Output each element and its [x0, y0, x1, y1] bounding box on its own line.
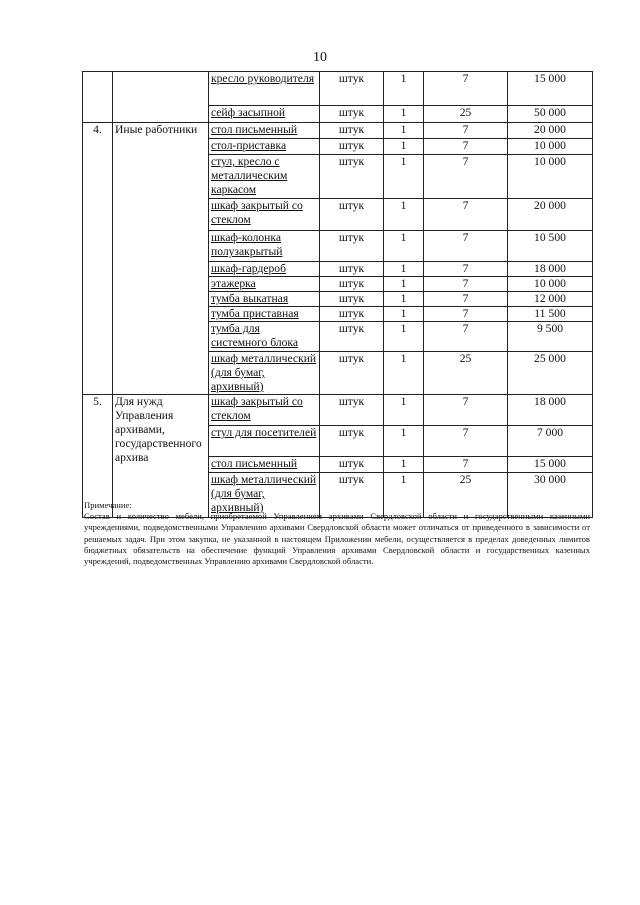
- unit-cell: штук: [320, 155, 384, 199]
- unit-cell: штук: [320, 307, 384, 322]
- item-name-cell: [209, 155, 320, 199]
- table-row: [83, 395, 593, 426]
- service-years-cell: 7: [424, 262, 508, 277]
- item-name-cell: [209, 307, 320, 322]
- item-name: тумба выкатная: [211, 292, 289, 305]
- quantity-cell: 1: [384, 426, 424, 457]
- service-years-cell: 7: [424, 426, 508, 457]
- unit-cell: штук: [320, 292, 384, 307]
- quantity-cell: 1: [384, 292, 424, 307]
- price-cell: 10 000: [508, 277, 593, 292]
- group-cell: Иные работники: [113, 123, 209, 395]
- unit-cell: штук: [320, 395, 384, 426]
- item-name-cell: [209, 262, 320, 277]
- price-cell: 20 000: [508, 123, 593, 139]
- price-cell: 11 500: [508, 307, 593, 322]
- unit-cell: штук: [320, 199, 384, 231]
- unit-cell: штук: [320, 139, 384, 155]
- row-number-cell: [83, 72, 113, 123]
- price-cell: 30 000: [508, 473, 593, 518]
- unit-cell: штук: [320, 473, 384, 518]
- furniture-table: [82, 71, 593, 518]
- quantity-cell: 1: [384, 262, 424, 277]
- service-years-cell: 7: [424, 322, 508, 352]
- item-name-cell: [209, 395, 320, 426]
- price-cell: 20 000: [508, 199, 593, 231]
- item-name: стул для посетителей: [211, 426, 317, 439]
- service-years-cell: 25: [424, 352, 508, 395]
- quantity-cell: 1: [384, 106, 424, 123]
- item-name: шкаф металлический (для бумаг, архивный): [211, 473, 317, 514]
- item-name: шкаф закрытый со стеклом: [211, 199, 303, 226]
- item-name-cell: [209, 277, 320, 292]
- note-title: Примечание:: [84, 500, 132, 510]
- service-years-cell: 7: [424, 231, 508, 262]
- service-years-cell: 25: [424, 106, 508, 123]
- unit-cell: штук: [320, 277, 384, 292]
- unit-cell: штук: [320, 72, 384, 106]
- item-name-cell: [209, 123, 320, 139]
- item-name-cell: [209, 72, 320, 106]
- price-cell: 7 000: [508, 426, 593, 457]
- price-cell: 15 000: [508, 72, 593, 106]
- item-name: стол-приставка: [211, 139, 287, 152]
- item-name-cell: [209, 139, 320, 155]
- service-years-cell: 7: [424, 395, 508, 426]
- price-cell: 15 000: [508, 457, 593, 473]
- item-name: шкаф-колонка полузакрытый: [211, 231, 283, 258]
- item-name: тумба приставная: [211, 307, 299, 320]
- unit-cell: штук: [320, 352, 384, 395]
- item-name-cell: [209, 322, 320, 352]
- unit-cell: штук: [320, 322, 384, 352]
- unit-cell: штук: [320, 262, 384, 277]
- item-name: этажерка: [211, 277, 256, 290]
- quantity-cell: 1: [384, 72, 424, 106]
- service-years-cell: 7: [424, 72, 508, 106]
- item-name: тумба для системного блока: [211, 322, 299, 349]
- item-name: кресло руководителя: [211, 72, 315, 85]
- quantity-cell: 1: [384, 139, 424, 155]
- price-cell: 12 000: [508, 292, 593, 307]
- item-name: шкаф-гардероб: [211, 262, 286, 275]
- quantity-cell: 1: [384, 395, 424, 426]
- item-name-cell: [209, 199, 320, 231]
- service-years-cell: 7: [424, 139, 508, 155]
- quantity-cell: 1: [384, 155, 424, 199]
- price-cell: 9 500: [508, 322, 593, 352]
- price-cell: 25 000: [508, 352, 593, 395]
- item-name: стол письменный: [211, 457, 298, 470]
- price-cell: 18 000: [508, 262, 593, 277]
- note-block: [84, 500, 590, 567]
- item-name-cell: [209, 457, 320, 473]
- note-text: Состав и количество мебели, приобретаемой Управлением архивами Свердловской области и государственными казенными учреждениями, подведомственными Управлению архивами Свердловской области может отличаться от приведенного в зависимости от решаемых задач. При этом закупка, не указанной в настоящем Приложении мебели, осуществляется в пределах доведенных лимитов бюджетных обязательств на обеспечение функций Управления архивами Свердловской области и государственных казенных учреждений, подведомственных Управлению архивами Свердловской области.: [84, 511, 590, 567]
- service-years-cell: 7: [424, 155, 508, 199]
- unit-cell: штук: [320, 106, 384, 123]
- price-cell: 10 000: [508, 155, 593, 199]
- item-name-cell: [209, 292, 320, 307]
- quantity-cell: 1: [384, 231, 424, 262]
- service-years-cell: 7: [424, 307, 508, 322]
- price-cell: 18 000: [508, 395, 593, 426]
- unit-cell: штук: [320, 231, 384, 262]
- quantity-cell: 1: [384, 307, 424, 322]
- row-number-cell: 5.: [83, 395, 113, 518]
- page-number: 10: [313, 50, 327, 65]
- row-number-cell: 4.: [83, 123, 113, 395]
- quantity-cell: 1: [384, 352, 424, 395]
- quantity-cell: 1: [384, 322, 424, 352]
- unit-cell: штук: [320, 457, 384, 473]
- unit-cell: штук: [320, 426, 384, 457]
- item-name-cell: [209, 352, 320, 395]
- quantity-cell: 1: [384, 123, 424, 139]
- quantity-cell: 1: [384, 277, 424, 292]
- item-name-cell: [209, 231, 320, 262]
- price-cell: 50 000: [508, 106, 593, 123]
- item-name: стол письменный: [211, 123, 298, 136]
- item-name-cell: [209, 106, 320, 123]
- service-years-cell: 25: [424, 473, 508, 518]
- group-cell: [113, 72, 209, 123]
- table-row: [83, 123, 593, 139]
- item-name: стул, кресло с металлическим каркасом: [211, 155, 288, 196]
- unit-cell: штук: [320, 123, 384, 139]
- table-row: [83, 72, 593, 106]
- item-name: шкаф металлический (для бумаг, архивный): [211, 352, 317, 393]
- item-name-cell: [209, 426, 320, 457]
- item-name: сейф засыпной: [211, 106, 286, 119]
- service-years-cell: 7: [424, 457, 508, 473]
- quantity-cell: 1: [384, 457, 424, 473]
- group-cell: Для нужд Управления архивами, государственного архива: [113, 395, 209, 518]
- service-years-cell: 7: [424, 277, 508, 292]
- quantity-cell: 1: [384, 473, 424, 518]
- price-cell: 10 000: [508, 139, 593, 155]
- service-years-cell: 7: [424, 292, 508, 307]
- service-years-cell: 7: [424, 199, 508, 231]
- quantity-cell: 1: [384, 199, 424, 231]
- price-cell: 10 500: [508, 231, 593, 262]
- service-years-cell: 7: [424, 123, 508, 139]
- item-name: шкаф закрытый со стеклом: [211, 395, 303, 422]
